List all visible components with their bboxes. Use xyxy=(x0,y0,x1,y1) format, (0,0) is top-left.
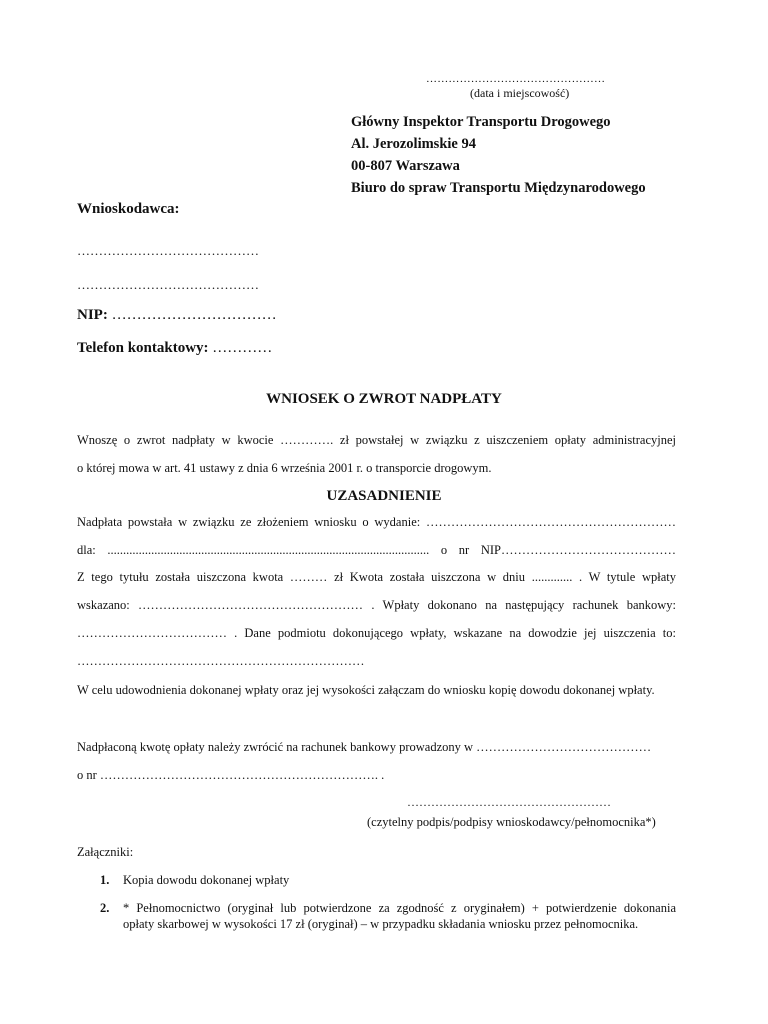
recipient-line-3: 00-807 Warszawa xyxy=(351,158,460,174)
signature-dots: …………………………………………… xyxy=(407,795,611,809)
recipient-line-2: Al. Jerozolimskie 94 xyxy=(351,136,476,152)
nip-dots: …………………………… xyxy=(107,307,277,323)
recipient-line-1: Główny Inspektor Transportu Drogowego xyxy=(351,114,611,130)
date-place-caption: (data i miejscowość) xyxy=(470,86,570,100)
nip-row xyxy=(77,307,277,324)
justification-line-4: wskazano: ……………………………………………… . Wpłaty dokonano na następujący rachunek bankowy: xyxy=(77,598,676,612)
justification-line-2: dla: ....................................................................................................... o nr NIP…………………………………… xyxy=(77,543,676,557)
document-title: WNIOSEK O ZWROT NADPŁATY xyxy=(266,391,502,407)
phone-label: Telefon kontaktowy: xyxy=(77,340,209,356)
recipient-line-4: Biuro do spraw Transportu Międzynarodowego xyxy=(351,180,646,196)
attachments-label: Załączniki: xyxy=(77,845,134,859)
request-line-2: o której mowa w art. 41 ustawy z dnia 6 września 2001 r. o transporcie drogowym. xyxy=(77,461,492,475)
signature-caption: (czytelny podpis/podpisy wnioskodawcy/pełnomocnika*) xyxy=(367,815,656,829)
phone-dots: ………… xyxy=(208,340,273,356)
applicant-label: Wnioskodawca: xyxy=(77,201,180,217)
attachment-2-text-line-2: opłaty skarbowej w wysokości 17 zł (oryginał) – w przypadku składania wniosku przez pełnomocnika. xyxy=(123,917,639,931)
justification-line-9: o nr …………………………………………………………. . xyxy=(77,768,385,782)
applicant-name-dots: …………………………………… xyxy=(77,243,259,258)
justification-line-6: …………………………………………………………… xyxy=(77,654,365,668)
date-place-dots: ………………………………………… xyxy=(426,73,606,85)
attachment-2-text-line-1: * Pełnomocnictwo (oryginał lub potwierdzone za zgodność z oryginałem) + potwierdzenie dokonania xyxy=(123,901,676,915)
phone-row xyxy=(77,340,272,357)
applicant-address-dots: …………………………………… xyxy=(77,277,259,292)
request-line-1: Wnoszę o zwrot nadpłaty w kwocie …………. zł powstałej w związku z uiszczeniem opłaty administracyjnej xyxy=(77,433,676,447)
justification-line-7: W celu udowodnienia dokonanej wpłaty oraz jej wysokości załączam do wniosku kopię dowodu dokonanej wpłaty. xyxy=(77,683,655,697)
nip-label: NIP: xyxy=(77,307,108,323)
justification-heading: UZASADNIENIE xyxy=(326,488,442,504)
justification-line-5: ……………………………… . Dane podmiotu dokonującego wpłaty, wskazane na dowodzie jej uiszczenia to: xyxy=(77,626,676,640)
attachment-1-number: 1. xyxy=(100,873,110,887)
justification-line-3: Z tego tytułu została uiszczona kwota ……… zł Kwota została uiszczona w dniu ............. . W tytule wpłaty xyxy=(77,570,676,584)
justification-line-8: Nadpłaconą kwotę opłaty należy zwrócić na rachunek bankowy prowadzony w …………………………………… xyxy=(77,740,652,754)
attachment-2-number: 2. xyxy=(100,901,110,915)
justification-line-1: Nadpłata powstała w związku ze złożeniem wniosku o wydanie: …………………………………………………… xyxy=(77,515,676,529)
attachment-1-text: Kopia dowodu dokonanej wpłaty xyxy=(123,873,290,887)
